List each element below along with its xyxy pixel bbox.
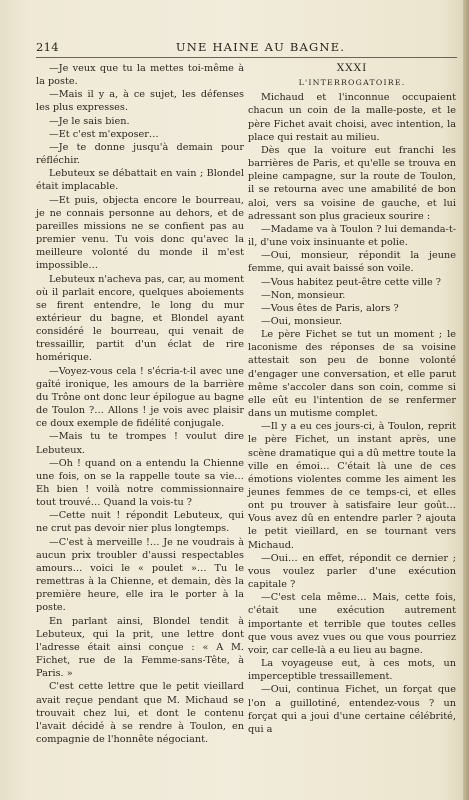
paragraph: —Madame va à Toulon ? lui demanda-t-il, d'une voix insinuante et polie. [248,223,456,249]
paragraph: —Et puis, objecta encore le bourreau, je ne connais personne au dehors, et de pareilles missions ne se confient pas au premier venu. Tu vois donc qu'avec la meilleure volonté du monde il m'est impossible… [36,194,244,272]
paragraph: —Oh ! quand on a entendu la Chienne une fois, on se la rappelle toute sa vie… Eh bien ! voilà notre commissionnaire tout trouvé… Quand la vois-tu ? [36,457,244,509]
paragraph: —Cette nuit ! répondit Lebuteux, qui ne crut pas devoir nier plus longtemps. [36,510,244,535]
paragraph: —Il y a eu ces jours-ci, à Toulon, reprit le père Fichet, un instant après, une scène dramatique qui a dû mettre toute la ville en émoi… C'était là une de ces émotions violentes comme les aiment les jeunes femmes de ce temps-ci, et elles ont pu trouver à satisfaire leur goût… Vous avez dû en entendre parler ? ajouta le petit vieillard, en se tournant vers Michaud. [248,421,456,551]
paragraph: —Je le sais bien. [49,115,130,127]
paragraph: —Vous habitez peut-être cette ville ? [261,276,441,288]
paragraph: —Je veux que tu la mettes toi-même à la poste. [36,63,244,88]
running-title: UNE HAINE AU BAGNE. [175,40,346,54]
right-column [248,62,456,736]
paragraph: —Je te donne jusqu'à demain pour réfléchir. [36,141,244,167]
chapter-number: XXXI [336,62,368,74]
paragraph: —Oui, monsieur, répondit la jeune femme, qui avait baissé son voile. [248,250,456,275]
page-header [36,40,455,56]
paragraph: Dès que la voiture eut franchi les barrières de Paris, et qu'elle se trouva en pleine campagne, sur la route de Toulon, il se retourna avec une amabilité de bon aloi, vers sa voisine de gauche, et lui adressant son plus gracieux sourire : [248,144,456,222]
paragraph: —Oui… en effet, répondit ce dernier ; vous voulez parler d'une exécution capitale ? [248,552,456,591]
chapter-title: L'INTERROGATOIRE. [298,78,406,88]
paragraph: —Voyez-vous cela ! s'écria-t-il avec une gaîté ironique, les amours de la barrière du Trône ont donc leur épilogue au bagne de Toulon ?… Allons ! je vois avec plaisir ce doux exemple de fidélité conjugale. [36,365,244,430]
page-edge [463,0,469,800]
paragraph: —Non, monsieur. [261,289,346,301]
paragraph: —Mais tu te trompes ! voulut dire Lebuteux. [36,431,244,456]
header-rule [36,57,457,58]
paragraph: —Mais il y a, à ce sujet, les défenses les plus expresses. [36,89,244,114]
paragraph: —C'est cela même… Mais, cette fois, c'était une exécution autrement importante et terrible que toutes celles que vous avez vues ou que vous pourriez voir, car celle-là a eu lieu au bagne. [248,592,456,656]
paragraph: En parlant ainsi, Blondel tendit à Lebuteux, qui la prit, une lettre dont l'adresse était ainsi conçue : « A M. Fichet, rue de la Femme-sans-Tête, à Paris. » [36,615,244,680]
paragraph: —Vous êtes de Paris, alors ? [261,302,399,314]
paragraph: Lebuteux se débattait en vain ; Blondel était implacable. [36,168,244,193]
paragraph: —Oui, continua Fichet, un forçat que l'on a guillotiné, entendez-vous ? un forçat qui a joui d'une certaine célébrité, qui a [248,684,456,735]
paragraph: —Oui, monsieur. [261,315,343,327]
paragraph: Michaud et l'inconnue occupaient chacun un coin de la malle-poste, et le père Fichet avait choisi, avec intention, la place qui restait au milieu. [248,92,456,143]
paragraph: —Et c'est m'exposer… [49,128,159,140]
paragraph: Le père Fichet se tut un moment ; le laconisme des réponses de sa voisine attestait son peu de bonne volonté d'engager une conversation, et elle parut même s'accoler dans son coin, comme si elle eût eu l'intention de se renfermer dans un mutisme complet. [248,329,456,420]
paragraph: La voyageuse eut, à ces mots, un imperceptible tressaillement. [248,658,456,683]
page-number: 214 [36,40,59,54]
paragraph: —C'est à merveille !… Je ne voudrais à aucun prix troubler d'aussi respectables amours… voici le « poulet »… Tu le remettras à la Chienne, et demain, dès la première heure, elle ira le porter à la poste. [36,536,244,614]
paragraph: C'est cette lettre que le petit vieillard avait reçue pendant que M. Michaud se trouvait chez lui, et dont le contenu l'avait décidé à se rendre à Toulon, en compagnie de l'honnête négociant. [36,681,244,745]
paragraph: Lebuteux n'acheva pas, car, au moment où il parlait encore, quelques aboiements se firent entendre, le long du mur extérieur du bagne, et Blondel ayant considéré le bourreau, qui venait de tressaillir, partit d'un éclat de rire homérique. [36,273,244,364]
left-column [36,62,244,746]
